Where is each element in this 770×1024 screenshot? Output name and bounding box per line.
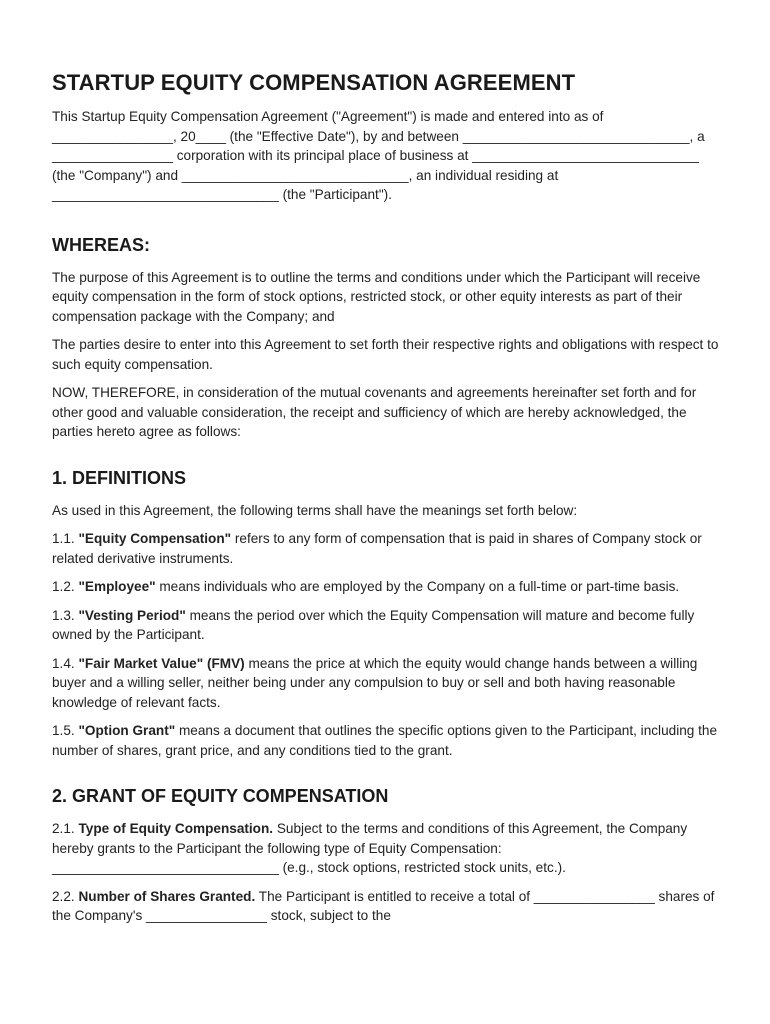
- item-number: 2.1.: [52, 821, 75, 836]
- agreement-document: [52, 70, 722, 935]
- item-number: 1.1.: [52, 531, 75, 546]
- item-number: 1.2.: [52, 579, 75, 594]
- intro-paragraph: This Startup Equity Compensation Agreement ("Agreement") is made and entered into as of ________________, 20____ (the "Effective Date"), by and between ______________________________, a ________________ corporation with its principal place of business at ______________________________ (the "Company") and ______________________________, an individual residing at ______________________________ (the "Participant").: [52, 109, 705, 202]
- grant-term: Type of Equity Compensation.: [78, 821, 274, 836]
- item-number: 1.5.: [52, 723, 75, 738]
- definition-text: means individuals who are employed by the Company on a full-time or part-time basis.: [159, 579, 680, 594]
- item-number: 2.2.: [52, 888, 75, 904]
- whereas-paragraph: The purpose of this Agreement is to outline the terms and conditions under which the Participant will receive equity compensation in the form of stock options, restricted stock, or other equity interests as part of their compensation package with the Company; and: [52, 269, 701, 324]
- defined-term: "Option Grant": [78, 723, 176, 738]
- definition-item: [52, 529, 722, 568]
- defined-term: "Equity Compensation": [78, 531, 232, 546]
- document-title: STARTUP EQUITY COMPENSATION AGREEMENT: [52, 70, 576, 95]
- item-number: 1.4.: [52, 655, 75, 671]
- definition-item: [52, 577, 722, 597]
- defined-term: "Employee": [78, 579, 156, 594]
- defined-term: "Vesting Period": [78, 607, 186, 623]
- grant-item: [52, 819, 722, 878]
- defined-term: "Fair Market Value" (FMV): [78, 655, 245, 671]
- item-number: 1.3.: [52, 607, 75, 623]
- grant-item: [52, 887, 722, 926]
- whereas-paragraph: NOW, THEREFORE, in consideration of the mutual covenants and agreements hereinafter set forth and for other good and valuable consideration, the receipt and sufficiency of which are hereby acknowledged, the parties hereto agree as follows:: [52, 385, 697, 439]
- definition-item: [52, 654, 722, 713]
- definitions-lead: As used in this Agreement, the following terms shall have the meanings set forth below:: [52, 502, 578, 518]
- grant-term: Number of Shares Granted.: [78, 888, 256, 904]
- definition-item: [52, 721, 722, 760]
- definition-text: means the period over which the Equity Compensation will mature and become fully owned by the Participant.: [52, 607, 695, 642]
- whereas-heading: WHEREAS:: [52, 234, 150, 255]
- definition-text: refers to any form of compensation that is paid in shares of Company stock or related derivative instruments.: [52, 531, 702, 566]
- section-heading-definitions: 1. DEFINITIONS: [52, 467, 187, 488]
- definition-text: means the price at which the equity would change hands between a willing buyer and a willing seller, neither being under any compulsion to buy or sell and both having reasonable knowledge of relevant facts.: [52, 655, 698, 710]
- grant-text: Subject to the terms and conditions of this Agreement, the Company hereby grants to the Participant the following type of Equity Compensation: ______________________________ (e.g., stock options, restricted stock units, etc.).: [52, 821, 688, 875]
- grant-text: The Participant is entitled to receive a total of ________________ shares of the Company's ________________ stock, subject to the: [52, 888, 715, 923]
- definition-item: [52, 606, 722, 645]
- section-heading-grant: 2. GRANT OF EQUITY COMPENSATION: [52, 786, 389, 806]
- definition-text: means a document that outlines the specific options given to the Participant, including the number of shares, grant price, and any conditions tied to the grant.: [52, 723, 718, 758]
- whereas-paragraph: The parties desire to enter into this Agreement to set forth their respective rights and obligations with respect to such equity compensation.: [52, 337, 719, 372]
